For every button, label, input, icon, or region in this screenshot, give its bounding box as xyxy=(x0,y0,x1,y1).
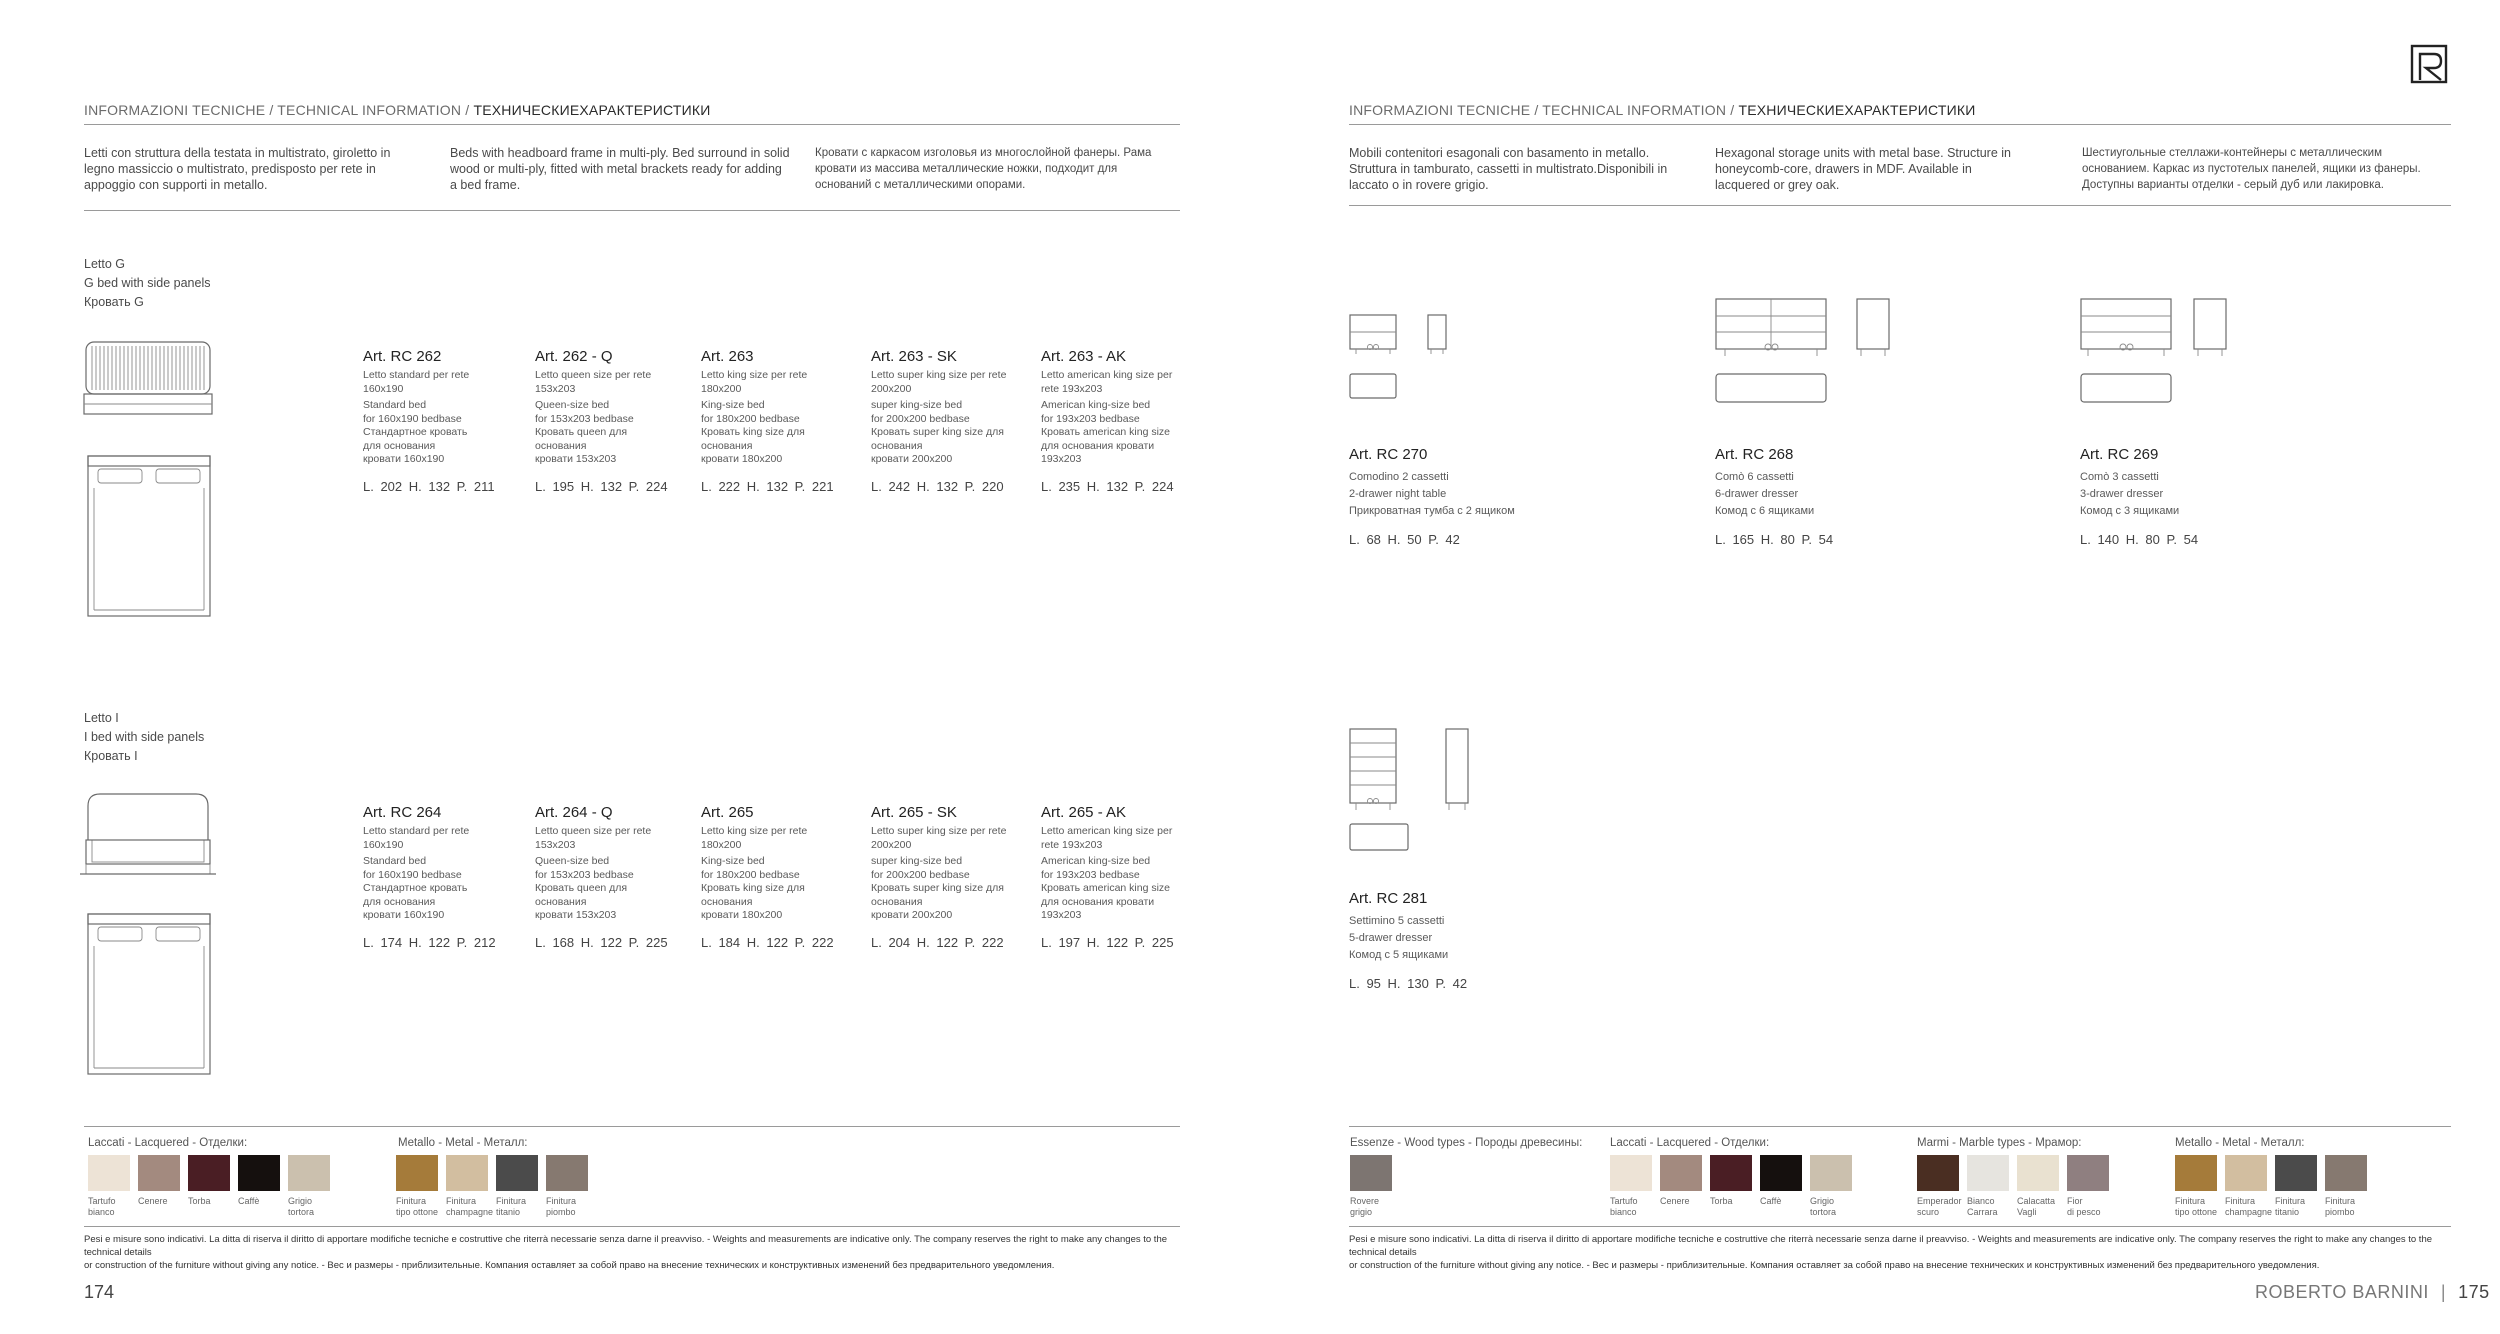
article-line: основания xyxy=(871,439,923,452)
product-line: 2-drawer night table xyxy=(1349,488,1447,500)
article-dimensions: L. 235 H. 132 P. 224 xyxy=(1041,478,1174,494)
article-line: rete 193x203 xyxy=(1041,838,1103,851)
article-line: American king-size bed xyxy=(1041,855,1151,867)
article-4 xyxy=(871,348,1031,494)
article-line: for 180x200 bedbase xyxy=(701,412,800,425)
article-line: American king-size bed xyxy=(1041,399,1151,411)
intro-ru-right: Шестиугольные стеллажи-контейнеры с металлическим основанием. Каркас из пустотелых панелей, ящики из фанеры. Доступны варианты отделки - серый дуб или лакировка. xyxy=(2082,147,2421,191)
article-line: кровати 153x203 xyxy=(535,909,617,921)
product-4 xyxy=(1349,890,1609,991)
finish-swatch xyxy=(288,1155,330,1191)
metal-title-right: Metallo - Metal - Металл: xyxy=(2175,1137,2305,1149)
article-line: for 153x203 bedbase xyxy=(535,868,634,881)
article-line: for 180x200 bedbase xyxy=(701,868,800,881)
article-line: Letto queen size per rete xyxy=(535,369,652,381)
product-line: Comodino 2 cassetti xyxy=(1349,471,1449,483)
product-3 xyxy=(2080,446,2340,547)
footnote-left: Pesi e misure sono indicativi. La ditta di riserva il diritto di apportare modifiche tecniche e costruttive che riterrà necessarie senza darne il preavviso. - Weights and measurements are indicative only. The company reserves the right to make any changes to the technical details or construction of the furniture without giving any notice. - Вес и размеры - приблизительные. Компания оставляет за собой право на внесение технических и конструктивных изменений без предварительного уведомления. xyxy=(84,1234,1168,1271)
article-dimensions: L. 202 H. 132 P. 211 xyxy=(363,478,495,494)
rc269-side-drawing xyxy=(2190,296,2230,366)
intro-en-left: Beds with headboard frame in multi-ply. Bed surround in solid wood or multi-ply, fitted with metal brackets ready for adding a bed frame. xyxy=(450,146,790,192)
article-line: для основания xyxy=(363,439,436,452)
article-line: кровати 180x200 xyxy=(701,453,783,465)
article-line: 153x203 xyxy=(535,382,576,395)
finish-swatch xyxy=(1610,1155,1652,1191)
article-line: 200x200 xyxy=(871,382,912,395)
product-dimensions: L. 95 H. 130 P. 42 xyxy=(1349,976,1468,991)
article-line: Кровать super king size для xyxy=(871,882,1004,894)
finish-swatch xyxy=(188,1155,230,1191)
product-line: Comò 3 cassetti xyxy=(2080,471,2159,483)
article-line: Кровать american king size xyxy=(1041,882,1171,894)
article-title: Art. 263 xyxy=(701,348,754,365)
article-line: for 200x200 bedbase xyxy=(871,412,970,425)
article-2 xyxy=(535,804,695,950)
article-dimensions: L. 195 H. 132 P. 224 xyxy=(535,478,668,494)
finish-swatch xyxy=(1710,1155,1752,1191)
finish-swatch-label: Finitura titanio xyxy=(2275,1196,2306,1217)
article-line: Стандартное кровать xyxy=(363,426,468,438)
article-line: 180x200 xyxy=(701,382,742,395)
finish-swatch-label: Caffè xyxy=(1760,1196,1782,1206)
finish-swatch xyxy=(496,1155,538,1191)
bed-g-drawing xyxy=(80,338,220,628)
article-dimensions: L. 197 H. 122 P. 225 xyxy=(1041,934,1174,950)
product-dimensions: L. 165 H. 80 P. 54 xyxy=(1715,532,1834,547)
product-line: 3-drawer dresser xyxy=(2080,488,2164,500)
finish-swatch xyxy=(2275,1155,2317,1191)
article-line: for 160x190 bedbase xyxy=(363,412,462,425)
article-line: 153x203 xyxy=(535,838,576,851)
article-3 xyxy=(701,804,861,950)
section-header-left: INFORMAZIONI TECNICHE / TECHNICAL INFORMATION / ТЕХНИЧЕСКИЕХАРАКТЕРИСТИКИ xyxy=(84,102,711,118)
article-dimensions: L. 222 H. 132 P. 221 xyxy=(701,478,834,494)
header-rule-left xyxy=(84,124,1180,125)
rc270-drawing xyxy=(1348,312,1458,404)
article-dimensions: L. 174 H. 122 P. 212 xyxy=(363,934,496,950)
product-line: Comò 6 cassetti xyxy=(1715,471,1794,483)
article-line: основания xyxy=(535,895,587,908)
article-line: 160x190 xyxy=(363,382,404,395)
footnote-right: Pesi e misure sono indicativi. La ditta di riserva il diritto di apportare modifiche tecniche e costruttive che riterrà necessarie senza darne il preavviso. - Weights and measurements are indicative only. The company reserves the right to make any changes to the technical details or construction of the furniture without giving any notice. - Вес и размеры - приблизительные. Компания оставляет за собой право на внесение технических и конструктивных изменений без предварительного уведомления. xyxy=(1349,1234,2433,1271)
finish-swatch xyxy=(2175,1155,2217,1191)
product-line: Комод с 6 ящиками xyxy=(1715,505,1815,517)
finish-swatch xyxy=(1660,1155,1702,1191)
wood-title-right: Essenze - Wood types - Породы древесины: xyxy=(1350,1137,1583,1149)
product-line: Комод с 3 ящиками xyxy=(2080,505,2180,517)
product-line: 5-drawer dresser xyxy=(1349,932,1433,944)
article-line: 193x203 xyxy=(1041,909,1082,921)
finish-swatch-label: Grigio tortora xyxy=(1810,1196,1837,1217)
page-number-left: 174 xyxy=(84,1282,115,1302)
finish-swatch-label: Calacatta Vagli xyxy=(2017,1196,2056,1217)
finish-swatch xyxy=(2325,1155,2367,1191)
article-dimensions: L. 168 H. 122 P. 225 xyxy=(535,934,668,950)
rc268-side-drawing xyxy=(1853,296,1893,366)
finish-swatch-label: Cenere xyxy=(1660,1196,1690,1206)
product-line: Прикроватная тумба с 2 ящиком xyxy=(1349,505,1515,517)
finish-swatch xyxy=(396,1155,438,1191)
product-line: Settimino 5 cassetti xyxy=(1349,915,1445,927)
article-line: 180x200 xyxy=(701,838,742,851)
intro-en-right: Hexagonal storage units with metal base. Structure in honeycomb-core, drawers in MDF. Available in lacquered or grey oak. xyxy=(1715,146,2011,192)
finish-swatch-label: Cenere xyxy=(138,1196,168,1206)
finish-swatch-label: Finitura piombo xyxy=(546,1196,577,1217)
article-line: for 200x200 bedbase xyxy=(871,868,970,881)
article-line: для основания xyxy=(363,895,436,908)
article-line: Letto american king size per xyxy=(1041,825,1173,837)
product-line: 6-drawer dresser xyxy=(1715,488,1799,500)
finish-swatch-label: Torba xyxy=(188,1196,211,1206)
finish-swatch-label: Finitura piombo xyxy=(2325,1196,2356,1217)
article-line: Letto super king size per rete xyxy=(871,825,1007,837)
product-title: Art. RC 269 xyxy=(2080,446,2159,463)
finish-swatch xyxy=(138,1155,180,1191)
intro-rule-left xyxy=(84,210,1180,211)
article-line: super king-size bed xyxy=(871,399,963,411)
article-line: 160x190 xyxy=(363,838,404,851)
article-line: Стандартное кровать xyxy=(363,882,468,894)
marble-title-right: Marmi - Marble types - Мрамор: xyxy=(1917,1137,2082,1149)
article-line: King-size bed xyxy=(701,399,765,411)
article-line: super king-size bed xyxy=(871,855,963,867)
header-rule-right xyxy=(1349,124,2451,125)
article-title: Art. 265 xyxy=(701,804,754,821)
article-line: Кровать queen для xyxy=(535,426,628,438)
article-line: for 160x190 bedbase xyxy=(363,868,462,881)
article-line: для основания кровати xyxy=(1041,439,1155,452)
finish-swatch xyxy=(2017,1155,2059,1191)
finish-swatch-label: Torba xyxy=(1710,1196,1733,1206)
article-line: основания xyxy=(535,439,587,452)
article-1 xyxy=(363,348,523,494)
finish-swatch-label: Caffè xyxy=(238,1196,260,1206)
article-line: кровати 200x200 xyxy=(871,453,953,465)
article-5 xyxy=(1041,804,1201,950)
finish-swatch xyxy=(1917,1155,1959,1191)
finish-swatch xyxy=(238,1155,280,1191)
article-line: Queen-size bed xyxy=(535,855,610,867)
article-line: Кровать american king size xyxy=(1041,426,1171,438)
article-title: Art. 263 - SK xyxy=(871,348,957,365)
finish-swatch-label: Finitura titanio xyxy=(496,1196,527,1217)
article-dimensions: L. 204 H. 122 P. 222 xyxy=(871,934,1004,950)
article-title: Art. 262 - Q xyxy=(535,348,613,365)
finish-swatch xyxy=(446,1155,488,1191)
brand-logo-icon xyxy=(2410,44,2448,84)
article-line: Letto standard per rete xyxy=(363,369,470,381)
intro-it-left: Letti con struttura della testata in multistrato, giroletto in legno massiccio o multistrato, predisposto per rete in appoggio con supporti in metallo. xyxy=(84,146,391,192)
product-title: Art. RC 281 xyxy=(1349,890,1428,907)
finish-swatch xyxy=(1350,1155,1392,1191)
finishes-rule-left xyxy=(84,1126,1180,1127)
metal-title-left: Metallo - Metal - Металл: xyxy=(398,1137,528,1149)
product-line: Комод с 5 ящиками xyxy=(1349,949,1449,961)
article-line: Standard bed xyxy=(363,855,427,867)
article-1 xyxy=(363,804,523,950)
article-title: Art. 265 - SK xyxy=(871,804,957,821)
lacquered-title-right: Laccati - Lacquered - Отделки: xyxy=(1610,1137,1770,1149)
article-line: King-size bed xyxy=(701,855,765,867)
finish-swatch-label: Finitura champagne xyxy=(446,1196,494,1217)
intro-rule-right xyxy=(1349,205,2451,206)
article-line: Letto super king size per rete xyxy=(871,369,1007,381)
article-line: Queen-size bed xyxy=(535,399,610,411)
article-title: Art. 264 - Q xyxy=(535,804,613,821)
article-line: кровати 153x203 xyxy=(535,453,617,465)
finish-swatch xyxy=(546,1155,588,1191)
finish-swatch-label: Grigio tortora xyxy=(288,1196,315,1217)
article-line: Кровать super king size для xyxy=(871,426,1004,438)
bed-i-caption: Letto I I bed with side panels Кровать I xyxy=(84,711,205,763)
finish-swatch-label: Tartufo bianco xyxy=(88,1196,116,1217)
article-line: Кровать king size для xyxy=(701,882,805,894)
article-line: for 193x203 bedbase xyxy=(1041,868,1140,881)
article-title: Art. RC 262 xyxy=(363,348,442,365)
finish-swatch-label: Tartufo bianco xyxy=(1610,1196,1638,1217)
article-line: кровати 180x200 xyxy=(701,909,783,921)
article-line: Letto king size per rete xyxy=(701,369,808,381)
article-line: rete 193x203 xyxy=(1041,382,1103,395)
article-line: Letto queen size per rete xyxy=(535,825,652,837)
article-3 xyxy=(701,348,861,494)
finish-swatch-label: Finitura tipo ottone xyxy=(2175,1196,2218,1217)
finish-swatch-label: Emperador scuro xyxy=(1917,1196,1962,1217)
lacquered-title-left: Laccati - Lacquered - Отделки: xyxy=(88,1137,248,1149)
finish-swatch xyxy=(2067,1155,2109,1191)
article-line: 193x203 xyxy=(1041,453,1082,465)
product-dimensions: L. 140 H. 80 P. 54 xyxy=(2080,532,2199,547)
article-line: Letto king size per rete xyxy=(701,825,808,837)
intro-it-right: Mobili contenitori esagonali con basamento in metallo. Struttura in tamburato, cassetti in multistrato.Disponibili in laccato o in rovere grigio. xyxy=(1349,146,1668,192)
bed-i-drawing xyxy=(80,790,220,1080)
article-line: основания xyxy=(701,439,753,452)
article-line: for 153x203 bedbase xyxy=(535,412,634,425)
finish-swatch xyxy=(2225,1155,2267,1191)
footnote-rule-left xyxy=(84,1226,1180,1227)
rc281-drawing xyxy=(1348,726,1478,856)
rc268-drawing xyxy=(1713,296,1853,406)
intro-ru-left: Кровати с каркасом изголовья из многослойной фанеры. Рама кровати из массива металлические ножки, подходит для оснований с металлическими опорами. xyxy=(815,147,1152,191)
finish-swatch-label: Finitura champagne xyxy=(2225,1196,2273,1217)
article-title: Art. 263 - AK xyxy=(1041,348,1127,365)
product-1 xyxy=(1349,446,1609,547)
footnote-rule-right xyxy=(1349,1226,2451,1227)
finish-swatch-label: Rovere grigio xyxy=(1350,1196,1380,1217)
section-header-right: INFORMAZIONI TECNICHE / TECHNICAL INFORMATION / ТЕХНИЧЕСКИЕХАРАКТЕРИСТИКИ xyxy=(1349,102,1976,118)
article-title: Art. 265 - AK xyxy=(1041,804,1127,821)
article-dimensions: L. 242 H. 132 P. 220 xyxy=(871,478,1004,494)
product-title: Art. RC 268 xyxy=(1715,446,1794,463)
finish-swatch xyxy=(88,1155,130,1191)
article-line: for 193x203 bedbase xyxy=(1041,412,1140,425)
article-line: для основания кровати xyxy=(1041,895,1155,908)
brand-footer: ROBERTO BARNINI | 175 xyxy=(2255,1282,2490,1302)
article-line: Кровать queen для xyxy=(535,882,628,894)
article-line: кровати 200x200 xyxy=(871,909,953,921)
product-title: Art. RC 270 xyxy=(1349,446,1428,463)
article-2 xyxy=(535,348,695,494)
finish-swatch xyxy=(1810,1155,1852,1191)
article-line: кровати 160x190 xyxy=(363,453,445,465)
finish-swatch-label: Finitura tipo ottone xyxy=(396,1196,439,1217)
article-line: Letto american king size per xyxy=(1041,369,1173,381)
product-2 xyxy=(1715,446,1975,547)
article-line: Standard bed xyxy=(363,399,427,411)
article-line: кровати 160x190 xyxy=(363,909,445,921)
article-line: Letto standard per rete xyxy=(363,825,470,837)
finish-swatch xyxy=(1967,1155,2009,1191)
finish-swatch xyxy=(1760,1155,1802,1191)
article-4 xyxy=(871,804,1031,950)
article-title: Art. RC 264 xyxy=(363,804,442,821)
finish-swatch-label: Fior di pesco xyxy=(2067,1196,2101,1217)
article-line: 200x200 xyxy=(871,838,912,851)
product-dimensions: L. 68 H. 50 P. 42 xyxy=(1349,532,1460,547)
article-line: Кровать king size для xyxy=(701,426,805,438)
bed-g-caption: Letto G G bed with side panels Кровать G xyxy=(84,257,211,309)
finishes-rule-right xyxy=(1349,1126,2451,1127)
finish-swatch-label: Bianco Carrara xyxy=(1967,1196,1998,1217)
article-5 xyxy=(1041,348,1201,494)
article-line: основания xyxy=(871,895,923,908)
article-dimensions: L. 184 H. 122 P. 222 xyxy=(701,934,834,950)
article-line: основания xyxy=(701,895,753,908)
